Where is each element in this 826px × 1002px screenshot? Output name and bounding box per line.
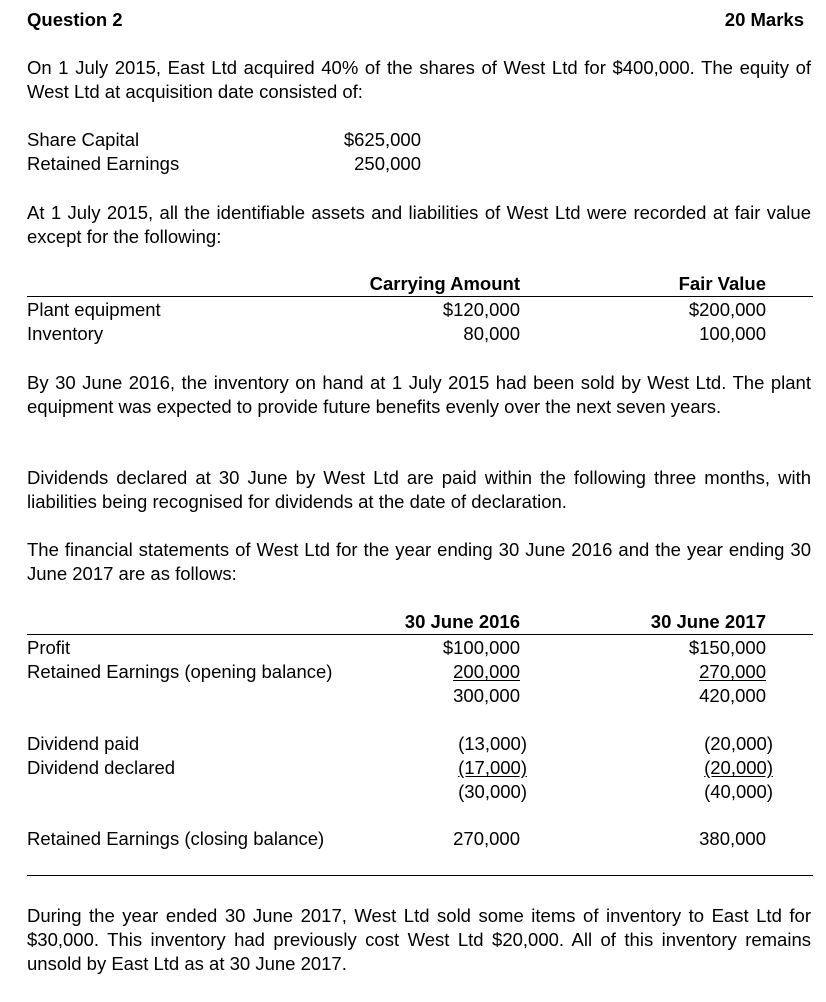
subtotal-2017: (40,000) [704, 781, 773, 802]
subtotal-2017: 420,000 [699, 685, 766, 706]
equity-value: 250,000 [354, 153, 421, 174]
table-row-label: Dividend paid [27, 733, 140, 754]
table-row-label: Retained Earnings (opening balance) [27, 661, 333, 682]
inventory-sold-paragraph: By 30 June 2016, the inventory on hand at 1 July 2015 had been sold by West Ltd. The plant equipment was expected to provide future benefits evenly over the next seven years. [27, 372, 811, 417]
table-header-rule [27, 634, 813, 635]
header-2016: 30 June 2016 [404, 611, 520, 632]
subtotal-2016: 300,000 [453, 685, 520, 706]
table-row-label: Inventory [27, 323, 104, 344]
value-2016: (17,000) [458, 757, 527, 778]
table-header-rule [27, 296, 813, 297]
table-row-label: Plant equipment [27, 299, 161, 320]
dividends-paragraph: Dividends declared at 30 June by West Ltd are paid within the following three months, with liabilities being recognised for dividends at the date of declaration. [27, 467, 811, 512]
header-2017: 30 June 2017 [650, 611, 766, 632]
intragroup-sale-paragraph: During the year ended 30 June 2017, West Ltd sold some items of inventory to East Ltd for $30,000. This inventory had previously cost West Ltd $20,000. All of this inventory remains unsold by East Ltd as at 30 June 2017. [27, 905, 811, 974]
subtotal-2016: (30,000) [458, 781, 527, 802]
carrying-value: 80,000 [463, 323, 520, 344]
fair-value: 100,000 [699, 323, 766, 344]
value-2017: (20,000) [704, 757, 773, 778]
equity-value: $625,000 [343, 129, 421, 150]
header-carrying-amount: Carrying Amount [369, 273, 520, 294]
table-row-label: Profit [27, 637, 71, 658]
equity-label: Share Capital [27, 129, 140, 150]
value-2016: (13,000) [458, 733, 527, 754]
table-bottom-rule [27, 875, 813, 876]
header-fair-value: Fair Value [678, 273, 766, 294]
table-row-label: Retained Earnings (closing balance) [27, 828, 325, 849]
statements-intro-paragraph: The financial statements of West Ltd for the year ending 30 June 2016 and the year ending 30 June 2017 are as follows: [27, 539, 811, 584]
fair-value: $200,000 [688, 299, 766, 320]
value-2017: 380,000 [699, 828, 766, 849]
question-title: Question 2 [27, 9, 123, 30]
carrying-value: $120,000 [442, 299, 520, 320]
equity-row-share-capital [27, 128, 139, 152]
marks-label: 20 Marks [724, 9, 804, 30]
equity-row-retained-earnings [27, 152, 179, 176]
value-2016: 270,000 [453, 828, 520, 849]
fair-value-paragraph: At 1 July 2015, all the identifiable assets and liabilities of West Ltd were recorded at fair value except for the following: [27, 202, 811, 247]
value-2017: $150,000 [688, 637, 766, 658]
equity-label: Retained Earnings [27, 153, 180, 174]
value-2017: (20,000) [704, 733, 773, 754]
intro-paragraph: On 1 July 2015, East Ltd acquired 40% of the shares of West Ltd for $400,000. The equity of West Ltd at acquisition date consisted of: [27, 57, 811, 102]
value-2016: 200,000 [453, 661, 520, 682]
value-2017: 270,000 [699, 661, 766, 682]
value-2016: $100,000 [442, 637, 520, 658]
table-row-label: Dividend declared [27, 757, 176, 778]
